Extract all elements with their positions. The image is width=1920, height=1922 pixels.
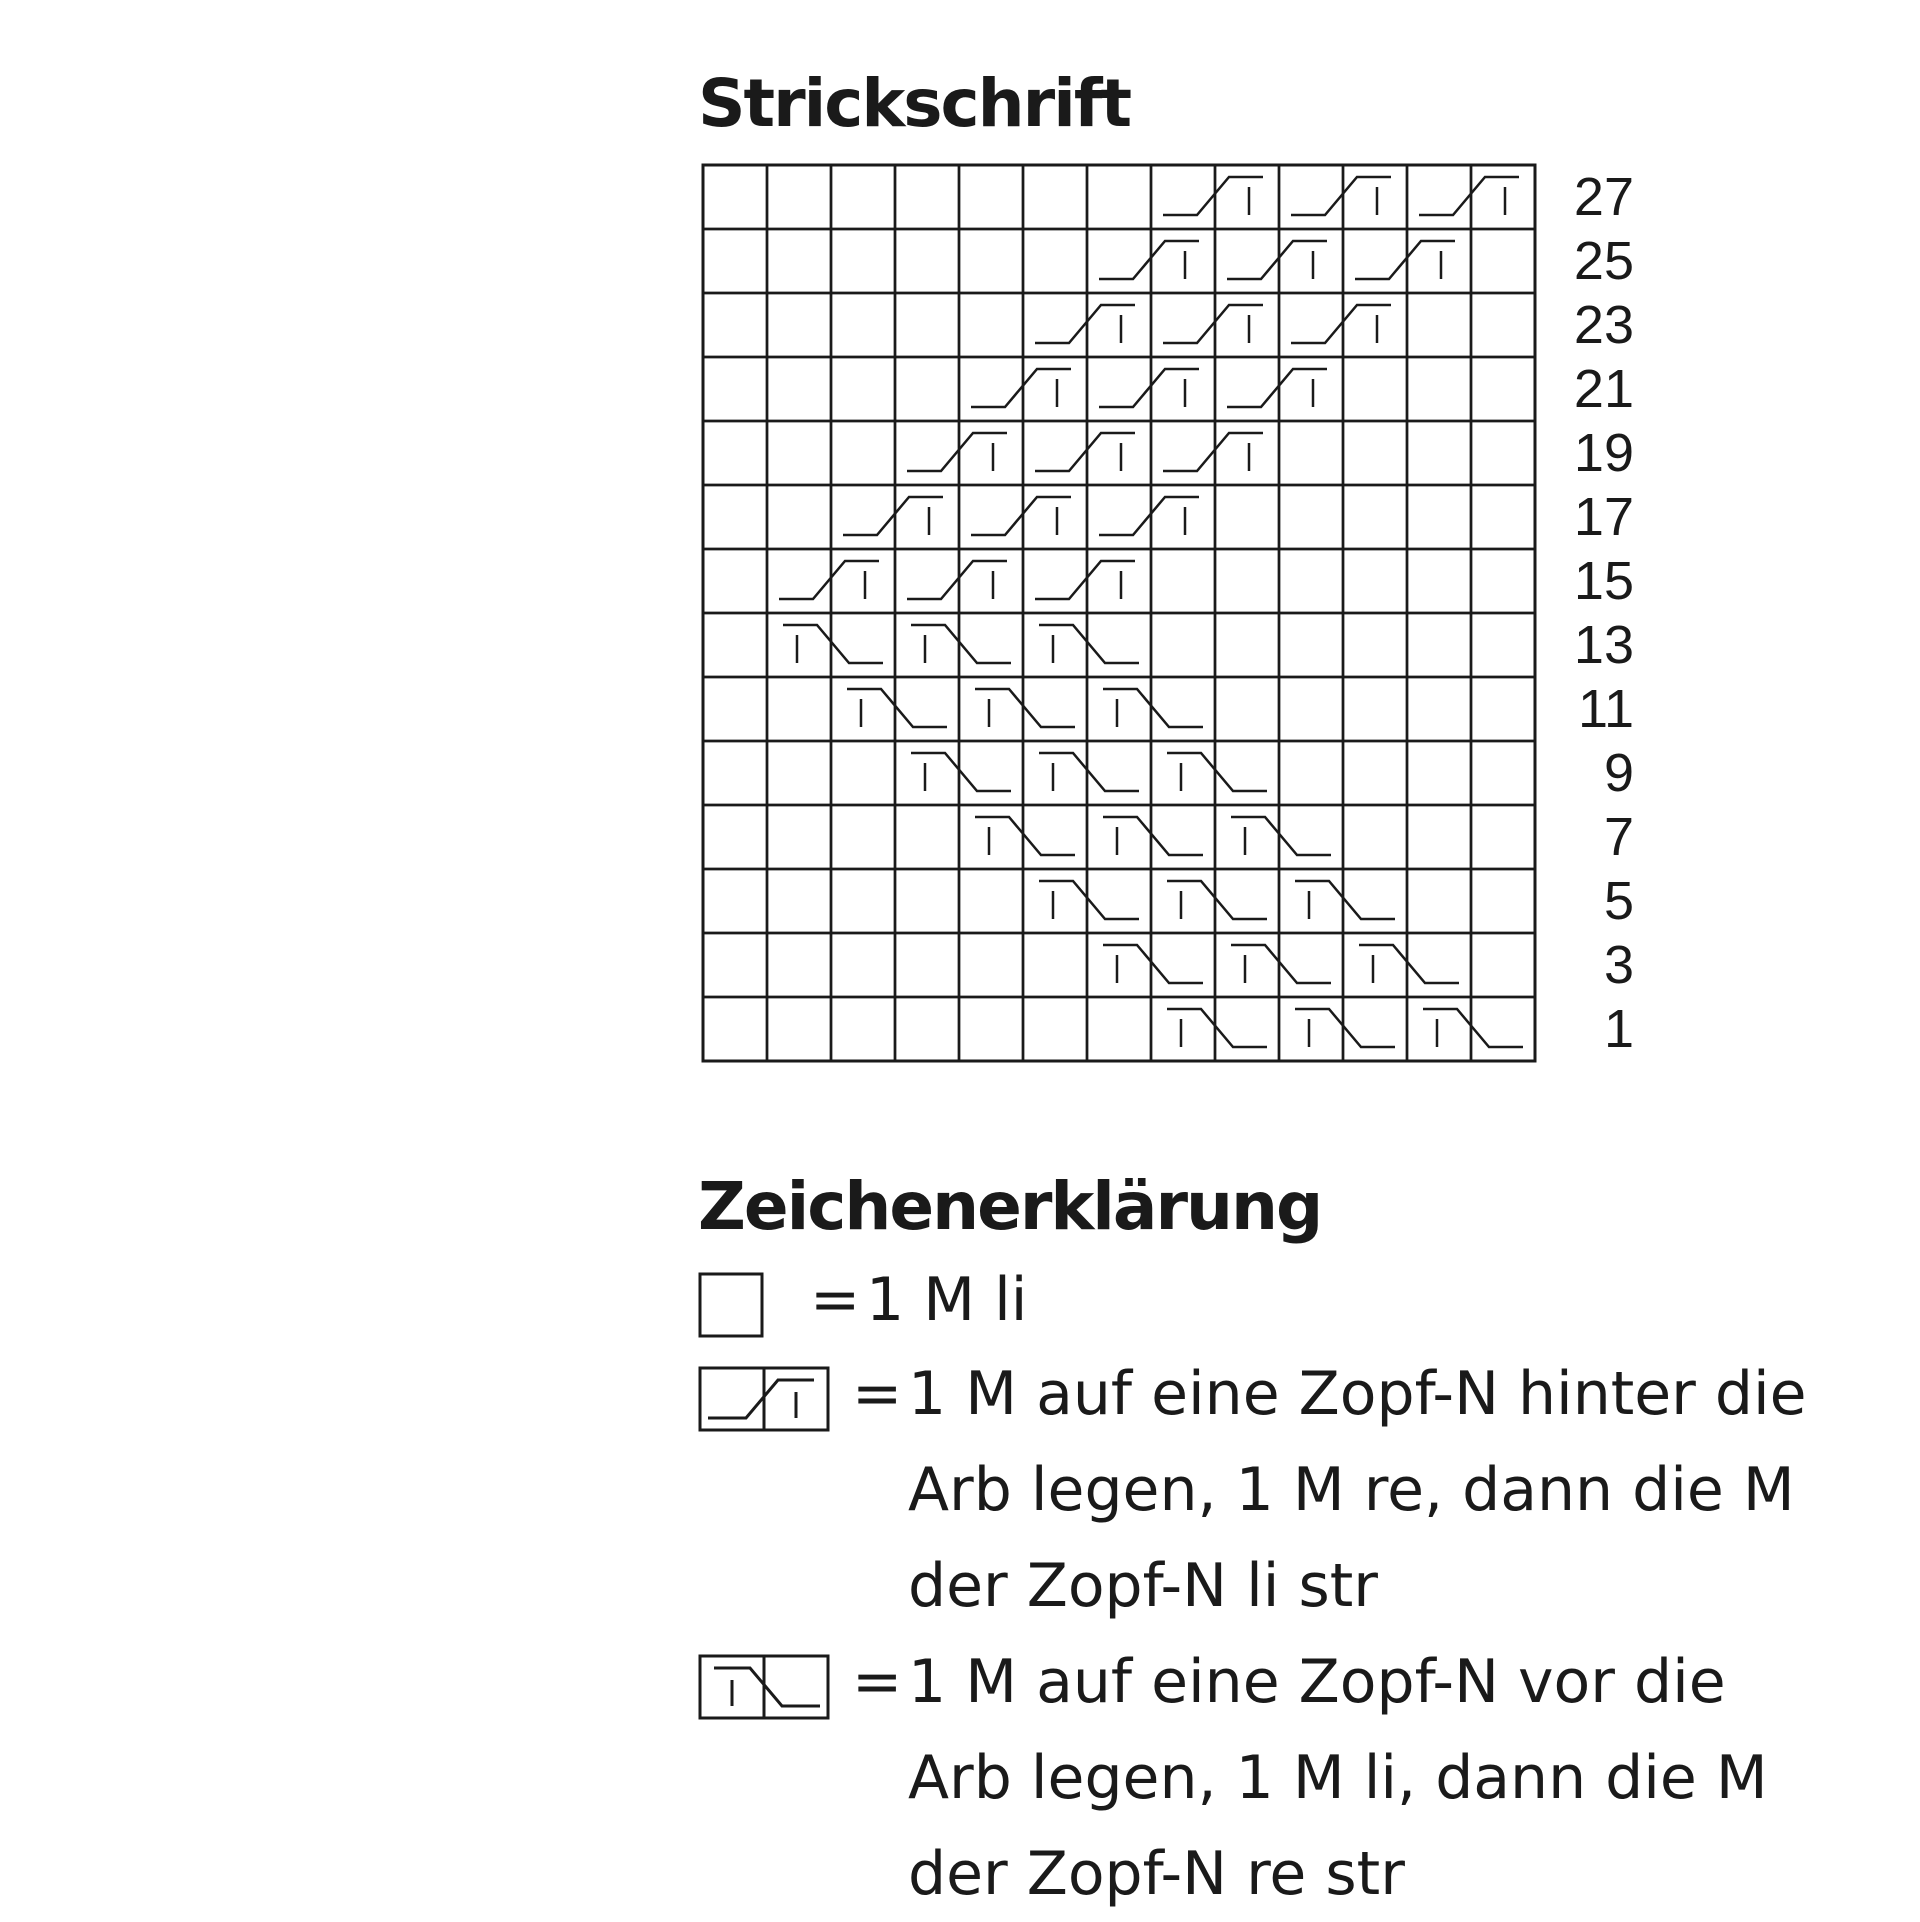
chart-cell <box>1215 357 1279 421</box>
chart-cell <box>703 677 767 741</box>
chart-cell <box>703 357 767 421</box>
legend-text-cable-left-line-3: der Zopf-N li str <box>908 1551 1378 1621</box>
chart-cell <box>895 677 959 741</box>
chart-cell <box>959 933 1023 997</box>
chart-cell <box>1023 613 1087 677</box>
legend-text-cable-right-line-1: 1 M auf eine Zopf-N vor die <box>908 1647 1726 1717</box>
cable-left-symbol <box>1099 241 1199 279</box>
chart-cell <box>1471 805 1535 869</box>
chart-cell <box>767 229 831 293</box>
chart-cell <box>1023 485 1087 549</box>
chart-cell <box>1471 421 1535 485</box>
chart-cell <box>1023 165 1087 229</box>
chart-cell <box>1215 165 1279 229</box>
chart-cell <box>1279 293 1343 357</box>
chart-cell <box>895 869 959 933</box>
chart-cell <box>1087 613 1151 677</box>
chart-cell <box>1343 357 1407 421</box>
chart-cell <box>1151 677 1215 741</box>
legend-text-cable-right-line-2: Arb legen, 1 M li, dann die M <box>908 1743 1768 1813</box>
chart-cell <box>703 933 767 997</box>
chart-cell <box>703 869 767 933</box>
chart-cell <box>1279 165 1343 229</box>
chart-cell <box>1471 869 1535 933</box>
cable-right-symbol <box>847 689 947 727</box>
cable-right-symbol <box>911 753 1011 791</box>
chart-cell <box>767 485 831 549</box>
chart-cell <box>895 805 959 869</box>
cable-left-symbol <box>1099 369 1199 407</box>
chart-cell <box>1087 229 1151 293</box>
chart-cell <box>1215 549 1279 613</box>
chart-cell <box>1407 229 1471 293</box>
chart-cell <box>831 165 895 229</box>
chart-cell <box>767 421 831 485</box>
chart-cell <box>1343 805 1407 869</box>
chart-cell <box>1343 933 1407 997</box>
chart-cell <box>1279 485 1343 549</box>
row-number-label: 11 <box>1577 679 1634 739</box>
chart-cell <box>1407 357 1471 421</box>
chart-cell <box>831 741 895 805</box>
chart-cell <box>1215 869 1279 933</box>
chart-cell <box>1343 421 1407 485</box>
cable-left-symbol <box>907 433 1007 471</box>
chart-cell <box>1087 997 1151 1061</box>
chart-cell <box>703 997 767 1061</box>
cable-right-symbol <box>1231 817 1331 855</box>
chart-cell <box>1279 677 1343 741</box>
chart-cell <box>1215 997 1279 1061</box>
chart-cell <box>1407 549 1471 613</box>
chart-cell <box>831 869 895 933</box>
chart-cell <box>767 997 831 1061</box>
chart-cell <box>1023 357 1087 421</box>
chart-cell <box>831 677 895 741</box>
cable-left-symbol <box>1227 369 1327 407</box>
chart-cell <box>959 165 1023 229</box>
chart-cell <box>959 293 1023 357</box>
cable-right-symbol <box>1103 689 1203 727</box>
legend-symbol-cable-right-icon <box>698 1654 832 1724</box>
chart-cell <box>895 357 959 421</box>
chart-cell <box>1151 357 1215 421</box>
chart-cell <box>1023 933 1087 997</box>
chart-cell <box>767 293 831 357</box>
chart-cell <box>1279 613 1343 677</box>
chart-cell <box>767 165 831 229</box>
chart-cell <box>1151 229 1215 293</box>
legend-text-cable-right-line-3: der Zopf-N re str <box>908 1839 1405 1909</box>
cable-left-symbol <box>907 561 1007 599</box>
chart-cell <box>959 869 1023 933</box>
chart-cell <box>1471 933 1535 997</box>
chart-cell <box>1215 421 1279 485</box>
chart-cell <box>1471 357 1535 421</box>
chart-cell <box>1407 165 1471 229</box>
chart-cell <box>1087 485 1151 549</box>
chart-cell <box>1343 997 1407 1061</box>
cable-left-symbol <box>1163 305 1263 343</box>
legend-text-cable-left-line-1: 1 M auf eine Zopf-N hinter die <box>908 1359 1807 1429</box>
chart-cell <box>1151 485 1215 549</box>
row-number-label: 27 <box>1573 167 1634 227</box>
cable-right-symbol <box>1103 945 1203 983</box>
chart-cell <box>1343 293 1407 357</box>
chart-cell <box>1279 741 1343 805</box>
chart-cell <box>767 549 831 613</box>
row-number-label: 15 <box>1573 551 1634 611</box>
cable-right-symbol <box>783 625 883 663</box>
cable-right-symbol <box>1295 1009 1395 1047</box>
chart-cell <box>1279 421 1343 485</box>
chart-cell <box>767 677 831 741</box>
chart-cell <box>1407 613 1471 677</box>
chart-cell <box>1279 869 1343 933</box>
chart-cell <box>831 229 895 293</box>
chart-cell <box>1151 869 1215 933</box>
chart-cell <box>1151 421 1215 485</box>
cable-left-symbol <box>1355 241 1455 279</box>
row-number-label: 23 <box>1573 295 1634 355</box>
chart-cell <box>959 677 1023 741</box>
row-number-label: 9 <box>1603 743 1634 803</box>
chart-cell <box>895 741 959 805</box>
chart-cell <box>1343 165 1407 229</box>
chart-cell <box>1407 485 1471 549</box>
chart-cell <box>831 997 895 1061</box>
chart-cell <box>831 293 895 357</box>
legend-text-purl: 1 M li <box>866 1265 1028 1335</box>
chart-cell <box>1279 933 1343 997</box>
chart-cell <box>959 741 1023 805</box>
cable-right-symbol <box>975 689 1075 727</box>
chart-cell <box>767 357 831 421</box>
chart-cell <box>767 613 831 677</box>
chart-cell <box>959 421 1023 485</box>
cable-right-symbol <box>1103 817 1203 855</box>
chart-cell <box>1087 165 1151 229</box>
chart-cell <box>1279 549 1343 613</box>
row-number-label: 17 <box>1573 487 1634 547</box>
chart-cell <box>1023 869 1087 933</box>
chart-cell <box>1151 613 1215 677</box>
chart-cell <box>1151 997 1215 1061</box>
row-number-label: 21 <box>1573 359 1634 419</box>
legend-text-cable-left-line-2: Arb legen, 1 M re, dann die M <box>908 1455 1795 1525</box>
chart-cell <box>1023 549 1087 613</box>
chart-cell <box>1215 933 1279 997</box>
chart-cell <box>1151 741 1215 805</box>
chart-cell <box>703 229 767 293</box>
chart-cell <box>767 933 831 997</box>
chart-cell <box>1471 549 1535 613</box>
chart-cell <box>1343 741 1407 805</box>
chart-cell <box>959 229 1023 293</box>
legend-equals: = <box>852 1647 903 1717</box>
legend-symbol-purl-icon <box>698 1272 768 1342</box>
chart-cell <box>1087 549 1151 613</box>
chart-cell <box>895 997 959 1061</box>
cable-right-symbol <box>1231 945 1331 983</box>
chart-title: Strickschrift <box>698 65 1131 142</box>
chart-cell <box>1471 165 1535 229</box>
chart-cell <box>1215 805 1279 869</box>
chart-cell <box>1023 997 1087 1061</box>
chart-cell <box>1023 741 1087 805</box>
row-number-label: 7 <box>1603 807 1634 867</box>
chart-cell <box>767 869 831 933</box>
chart-cell <box>703 165 767 229</box>
chart-cell <box>895 229 959 293</box>
cable-left-symbol <box>1035 305 1135 343</box>
chart-cell <box>959 997 1023 1061</box>
cable-left-symbol <box>1035 433 1135 471</box>
cable-left-symbol <box>1291 305 1391 343</box>
legend-equals: = <box>852 1359 903 1429</box>
chart-cell <box>1471 613 1535 677</box>
chart-cell <box>1151 549 1215 613</box>
cable-right-symbol <box>1167 1009 1267 1047</box>
chart-cell <box>1343 869 1407 933</box>
chart-cell <box>895 613 959 677</box>
cable-right-symbol <box>1423 1009 1523 1047</box>
chart-cell <box>1407 997 1471 1061</box>
chart-cell <box>831 805 895 869</box>
chart-cell <box>703 741 767 805</box>
chart-cell <box>895 421 959 485</box>
chart-cell <box>1087 741 1151 805</box>
legend-symbol-cable-left-icon <box>698 1366 832 1436</box>
chart-cell <box>959 357 1023 421</box>
cable-left-symbol <box>1099 497 1199 535</box>
cable-left-symbol <box>1163 433 1263 471</box>
chart-cell <box>1279 805 1343 869</box>
chart-cell <box>1151 805 1215 869</box>
cable-right-symbol <box>1039 625 1139 663</box>
chart-cell <box>895 293 959 357</box>
row-number-label: 3 <box>1603 935 1634 995</box>
chart-cell <box>767 741 831 805</box>
cable-right-symbol <box>911 625 1011 663</box>
chart-cell <box>1087 357 1151 421</box>
chart-cell <box>959 805 1023 869</box>
chart-cell <box>1407 741 1471 805</box>
chart-cell <box>1471 677 1535 741</box>
cable-right-symbol <box>1295 881 1395 919</box>
chart-cell <box>703 613 767 677</box>
cable-left-symbol <box>1419 177 1519 215</box>
cable-left-symbol <box>843 497 943 535</box>
chart-cell <box>1023 229 1087 293</box>
chart-cell <box>1215 741 1279 805</box>
chart-cell <box>1087 805 1151 869</box>
chart-cell <box>1471 229 1535 293</box>
chart-cell <box>1471 293 1535 357</box>
chart-cell <box>959 549 1023 613</box>
chart-cell <box>703 805 767 869</box>
chart-cell <box>831 485 895 549</box>
chart-cell <box>1471 741 1535 805</box>
chart-cell <box>1023 421 1087 485</box>
chart-cell <box>1087 933 1151 997</box>
chart-cell <box>1023 293 1087 357</box>
chart-cell <box>703 485 767 549</box>
row-number-label: 25 <box>1573 231 1634 291</box>
chart-cell <box>831 357 895 421</box>
cable-left-symbol <box>779 561 879 599</box>
chart-cell <box>1151 933 1215 997</box>
cable-left-symbol <box>1035 561 1135 599</box>
cable-left-symbol <box>971 369 1071 407</box>
chart-cell <box>703 293 767 357</box>
row-number-label: 5 <box>1603 871 1634 931</box>
chart-cell <box>1407 869 1471 933</box>
chart-cell <box>1215 293 1279 357</box>
chart-cell <box>1407 421 1471 485</box>
cable-right-symbol <box>1039 753 1139 791</box>
chart-cell <box>703 549 767 613</box>
cable-left-symbol <box>1163 177 1263 215</box>
legend-equals: = <box>810 1265 861 1335</box>
chart-cell <box>1279 357 1343 421</box>
chart-cell <box>1407 677 1471 741</box>
row-number-label: 1 <box>1603 999 1634 1059</box>
chart-cell <box>895 165 959 229</box>
chart-cell <box>959 613 1023 677</box>
chart-cell <box>1023 805 1087 869</box>
chart-cell <box>1087 421 1151 485</box>
row-number-label: 19 <box>1573 423 1634 483</box>
chart-cell <box>1279 229 1343 293</box>
chart-cell <box>1087 293 1151 357</box>
legend-title: Zeichenerklärung <box>698 1168 1322 1245</box>
chart-cell <box>1151 293 1215 357</box>
chart-cell <box>895 933 959 997</box>
chart-cell <box>831 549 895 613</box>
chart-cell <box>767 805 831 869</box>
chart-cell <box>1215 229 1279 293</box>
chart-cell <box>1023 677 1087 741</box>
chart-cell <box>1343 549 1407 613</box>
chart-cell <box>1343 613 1407 677</box>
chart-cell <box>1407 933 1471 997</box>
chart-cell <box>1407 805 1471 869</box>
chart-cell <box>831 421 895 485</box>
chart-cell <box>1343 677 1407 741</box>
chart-cell <box>1215 613 1279 677</box>
chart-cell <box>1087 869 1151 933</box>
chart-cell <box>831 613 895 677</box>
chart-cell <box>1471 997 1535 1061</box>
chart-cell <box>1087 677 1151 741</box>
chart-cell <box>1215 485 1279 549</box>
cable-left-symbol <box>971 497 1071 535</box>
chart-cell <box>831 933 895 997</box>
chart-cell <box>959 485 1023 549</box>
chart-cell <box>895 485 959 549</box>
cable-right-symbol <box>975 817 1075 855</box>
chart-cell <box>1407 293 1471 357</box>
cable-right-symbol <box>1167 881 1267 919</box>
chart-cell <box>1471 485 1535 549</box>
cable-left-symbol <box>1291 177 1391 215</box>
chart-cell <box>703 421 767 485</box>
cable-right-symbol <box>1167 753 1267 791</box>
chart-cell <box>1343 229 1407 293</box>
chart-cell <box>1215 677 1279 741</box>
chart-cell <box>895 549 959 613</box>
chart-cell <box>1279 997 1343 1061</box>
chart-cell <box>1151 165 1215 229</box>
cable-right-symbol <box>1359 945 1459 983</box>
chart-cell <box>1343 485 1407 549</box>
row-number-label: 13 <box>1573 615 1634 675</box>
cable-left-symbol <box>1227 241 1327 279</box>
cable-right-symbol <box>1039 881 1139 919</box>
